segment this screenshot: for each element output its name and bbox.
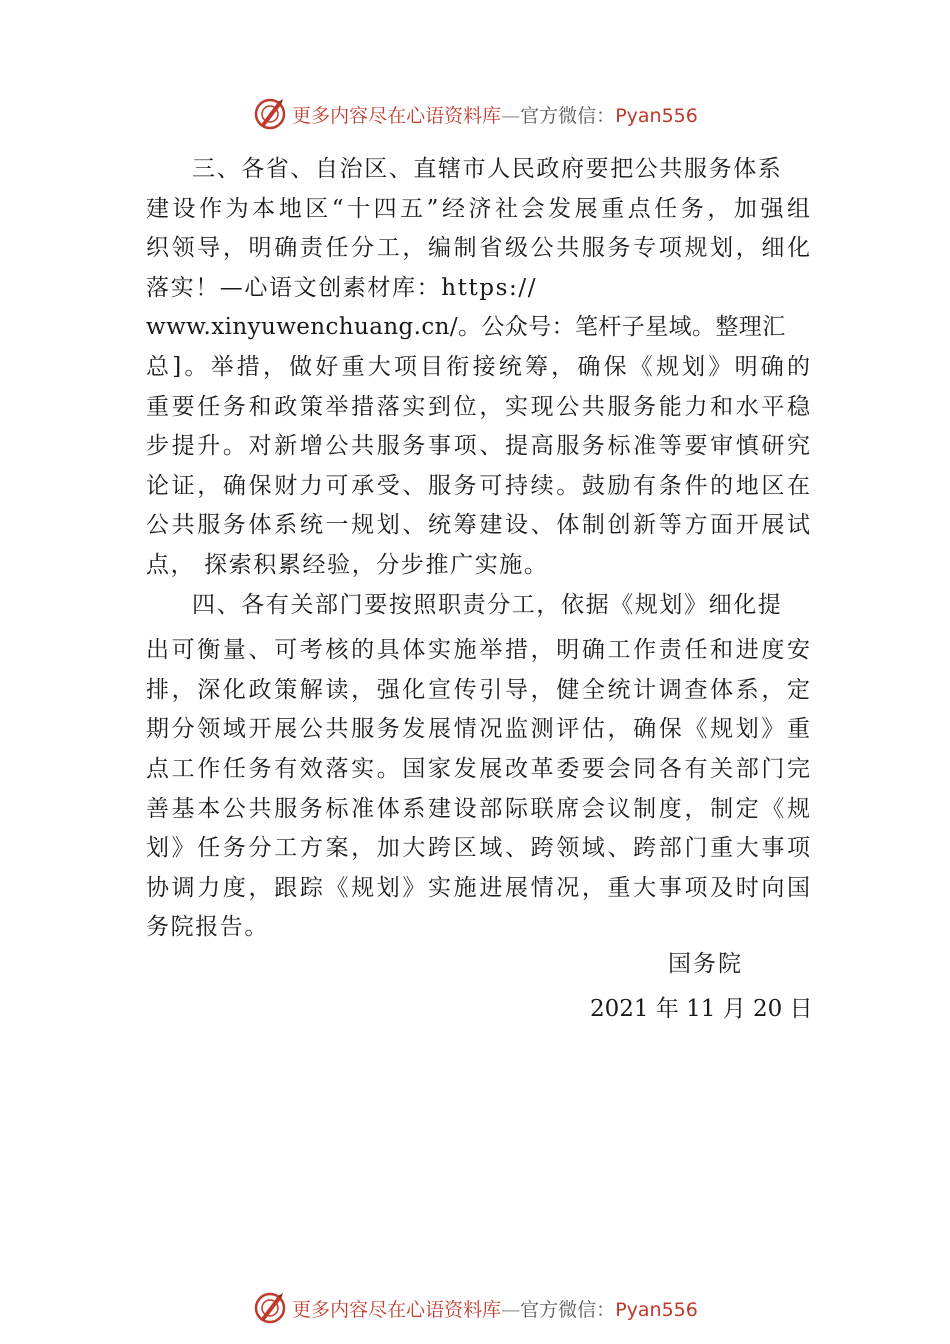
footer-banner [0,1288,950,1328]
text-line: 划》任务分工方案，加大跨区域、跨领域、跨部门重大事项 [146,835,810,862]
document-body [146,150,810,948]
signature-organization: 国务院 [668,951,743,977]
text-line: 期分领域开展公共服务发展情况监测评估，确保《规划》重 [146,716,810,743]
footer-banner-text: 更多内容尽在心语资料库—官方微信：Pyan556 [292,1298,698,1321]
paragraph-4 [146,586,810,948]
text-line: www.xinyuwenchuang.cn/。公众号：笔杆子星域。整理汇 [146,314,786,341]
header-banner [0,94,950,134]
text-line: 总]。举措，做好重大项目衔接统筹，确保《规划》明确的 [146,353,810,380]
text-line: 建设作为本地区“十四五”经济社会发展重点任务，加强组 [146,195,810,222]
text-line: 排，深化政策解读，强化宣传引导，健全统计调查体系，定 [146,676,810,703]
text-line: 重要任务和政策举措落实到位，实现公共服务能力和水平稳 [146,393,810,420]
quill-pen-logo-icon [252,96,288,132]
text-line: 织领导，明确责任分工，编制省级公共服务专项规划，细化 [146,235,810,262]
paragraph-3 [146,150,810,586]
text-line: 点， 探索积累经验，分步推广实施。 [146,551,549,578]
text-line: 论证，确保财力可承受、服务可持续。鼓励有条件的地区在 [146,472,810,499]
text-line: 落实！—心语文创素材库：https:// [146,274,538,301]
header-banner-text: 更多内容尽在心语资料库—官方微信：Pyan556 [292,104,698,127]
quill-pen-logo-icon [252,1290,288,1326]
text-line: 善基本公共服务标准体系建设部际联席会议制度，制定《规 [146,795,810,822]
text-line: 步提升。对新增公共服务事项、提高服务标准等要审慎研究 [146,433,810,460]
text-line: 务院报告。 [146,914,269,941]
text-line: 公共服务体系统一规划、统筹建设、体制创新等方面开展试 [146,512,810,539]
text-line: 三、各省、自治区、直辖市人民政府要把公共服务体系 [192,156,783,182]
text-line: 四、各有关部门要按照职责分工，依据《规划》细化提 [192,591,783,618]
text-line: 出可衡量、可考核的具体实施举措，明确工作责任和进度安 [146,637,810,664]
text-line: 点工作任务有效落实。国家发展改革委要会同各有关部门完 [146,755,810,782]
signature-date: 2021 年 11 月 20 日 [590,996,813,1022]
text-line: 协调力度，跟踪《规划》实施进展情况，重大事项及时向国 [146,874,810,901]
